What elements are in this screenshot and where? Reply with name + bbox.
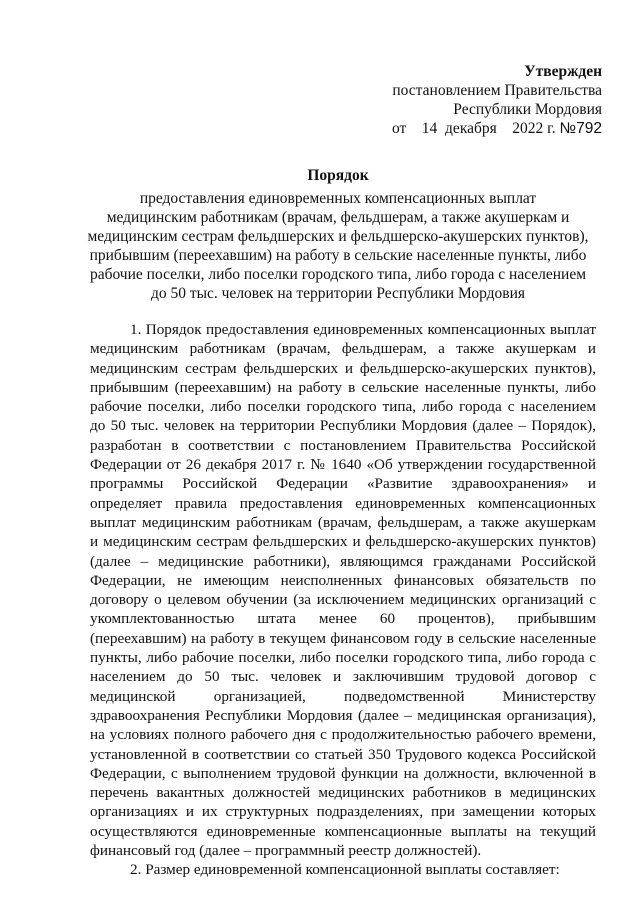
paragraph-line: перечень вакантных должностей медицинских работников в медицинских — [90, 784, 596, 802]
paragraph-line: на условиях полного рабочего дня с продолжительностью рабочего времени, — [90, 726, 596, 744]
approval-title: Утвержден — [524, 63, 602, 80]
paragraph-line: (далее – медицинские работники), являющимся гражданами Российской — [90, 552, 596, 570]
paragraph-line: населением до 50 тыс. человек и заключившим трудовой договор с — [90, 668, 596, 686]
paragraph-line: Федерации от 26 декабря 2017 г. № 1640 «Об утверждении государственной — [90, 456, 596, 474]
paragraph-line: пункты, либо рабочие поселки, либо поселки городского типа, либо города с — [90, 649, 596, 667]
paragraph-line: рабочие поселки, либо поселки городского типа, либо города с населением — [90, 398, 596, 416]
paragraph-line: медицинским сестрам фельдшерских и фельдшерско-акушерских пунктов), — [90, 359, 596, 377]
document-heading — [68, 166, 608, 303]
approval-day: 14 — [421, 120, 438, 137]
document-body — [90, 320, 596, 880]
paragraph-line: организациях и их структурных подразделениях, при замещении которых — [90, 803, 596, 821]
approval-date-prefix: от — [391, 120, 407, 137]
document-title: Порядок — [307, 167, 369, 184]
paragraph-line: (переехавшим) на работу в текущем финансовом году в сельские населенные — [90, 629, 596, 647]
approval-line-2: Республики Мордовия — [453, 101, 602, 118]
paragraph-line: выплат медицинским работникам (врачам, фельдшерам, а также акушеркам — [90, 513, 596, 531]
paragraph-line: 1. Порядок предоставления единовременных компенсационных выплат — [130, 321, 596, 338]
paragraph-line: укомплектованностью штата менее 60 процентов), прибывшим — [90, 610, 596, 628]
paragraph-line: и медицинским сестрам фельдшерских и фельдшерско-акушерских пунктов) — [90, 533, 596, 551]
heading-line: предоставления единовременных компенсационных выплат — [139, 190, 537, 207]
paragraph-line: установленной в соответствии со статьей 350 Трудового кодекса Российской — [90, 745, 596, 763]
paragraph-2-text: 2. Размер единовременной компенсационной выплаты составляет: — [130, 861, 560, 879]
paragraph-line: здравоохранения Республики Мордовия (далее – медицинская организация), — [90, 706, 596, 724]
paragraph-line: прибывшим (переехавшим) на работу в сельские населенные пункты, либо — [90, 378, 596, 396]
paragraph-line: медицинской организацией, подведомственной Министерству — [90, 687, 596, 705]
paragraph-2 — [90, 860, 596, 879]
approval-month: декабря — [445, 120, 497, 137]
paragraph-line: до 50 тыс. человек на территории Республики Мордовия (далее – Порядок), — [90, 417, 596, 435]
paragraph-1 — [90, 320, 596, 860]
paragraph-line: разработан в соответствии с постановлением Правительства Российской — [90, 436, 596, 454]
heading-line: медицинским сестрам фельдшерских и фельдшерско-акушерских пунктов), — [87, 228, 589, 245]
paragraph-line: определяет правила предоставления единовременных компенсационных — [90, 494, 596, 512]
paragraph-line: медицинским работникам (врачам, фельдшерам, а также акушеркам и — [90, 340, 596, 358]
heading-line: прибывшим (переехавшим) на работу в сельские населенные пункты, либо — [89, 247, 587, 264]
paragraph-line: осуществляются единовременные компенсационные выплаты на текущий — [90, 822, 596, 840]
approval-year: 2022 г. — [512, 120, 556, 137]
paragraph-line: Федерации, не имеющим неисполненных финансовых обязательств по — [90, 571, 596, 589]
heading-line: до 50 тыс. человек на территории Республики Мордовия — [150, 285, 526, 302]
approval-date-line — [392, 119, 602, 138]
approval-number: №792 — [559, 120, 602, 137]
paragraph-line: финансовый год (далее – программный реестр должностей). — [90, 842, 482, 860]
approval-line-1: постановлением Правительства — [392, 82, 602, 99]
heading-line: рабочие поселки, либо поселки городского типа, либо города с населением — [89, 266, 587, 283]
approval-block — [392, 62, 602, 138]
paragraph-line: Федерации, с выполнением трудовой функции на должности, включенной в — [90, 764, 596, 782]
paragraph-line: договору о целевом обучении (за исключением медицинских организаций с — [90, 591, 596, 609]
heading-line: медицинским работникам (врачам, фельдшерам, а также акушеркам и — [106, 209, 570, 226]
paragraph-line: программы Российской Федерации «Развитие здравоохранения» и — [90, 475, 596, 493]
